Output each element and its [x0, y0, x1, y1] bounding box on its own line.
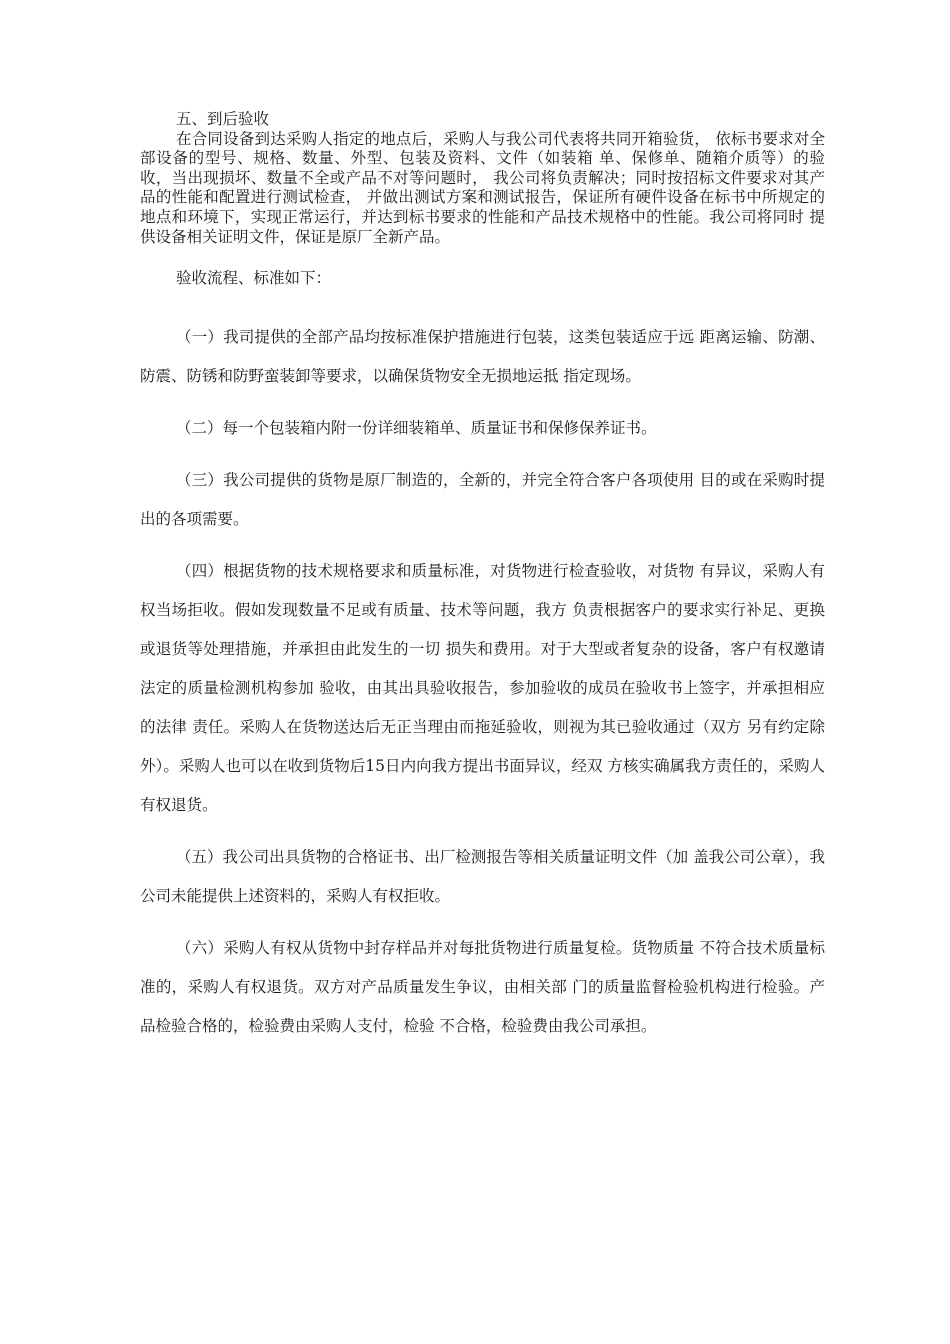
acceptance-item-4: （四）根据货物的技术规格要求和质量标准，对货物进行检查验收，对货物 有异议，采购人有权当场拒收。假如发现数量不足或有质量、技术等问题，我方 负责根据客户的要求实行补足、更换或退货等处理措施，并承担由此发生的一切 损失和费用。对于大型或者复杂的设备，客户有权邀请法定的质量检测机构参加 验收，由其出具验收报告，参加验收的成员在验收书上签字，并承担相应的法律 责任。采购人在货物送达后无正当理由而拖延验收，则视为其已验收通过（双方 另有约定除外）。采购人也可以在收到货物后15日内向我方提出书面异议，经双 方核实确属我方责任的，采购人有权退货。 [140, 562, 825, 814]
acceptance-item-6: （六）采购人有权从货物中封存样品并对每批货物进行质量复检。货物质量 不符合技术质量标准的，采购人有权退货。双方对产品质量发生争议，由相关部 门的质量监督检验机构进行检验。产品检验合格的，检验费由采购人支付，检验 不合格，检验费由我公司承担。 [140, 939, 825, 1035]
acceptance-item-2: （二）每一个包装箱内附一份详细装箱单、质量证书和保修保养证书。 [176, 419, 657, 437]
acceptance-item-3: （三）我公司提供的货物是原厂制造的，全新的，并完全符合客户各项使用 目的或在采购时提出的各项需要。 [140, 471, 825, 528]
intro-text: 验收流程、标准如下： [176, 269, 332, 287]
section-paragraph: 在合同设备到达采购人指定的地点后，采购人与我公司代表将共同开箱验货， 依标书要求对全部设备的型号、规格、数量、外型、包装及资料、文件（如装箱 单、保修单、随箱介质等）的验收，当出现损坏、数量不全或产品不对等问题时， 我公司将负责解决；同时按招标文件要求对其产品的性能和配置进行测试检查， 并做出测试方案和测试报告，保证所有硬件设备在标书中所规定的地点和环境下，实现正常运行，并达到标书要求的性能和产品技术规格中的性能。我公司将同时 提供设备相关证明文件，保证是原厂全新产品。 [140, 129, 825, 246]
acceptance-items [140, 318, 825, 1059]
section-block [140, 110, 825, 247]
acceptance-item-5: （五）我公司出具货物的合格证书、出厂检测报告等相关质量证明文件（加 盖我公司公章），我公司未能提供上述资料的，采购人有权拒收。 [140, 848, 825, 905]
section-heading: 五、到后验收 [176, 110, 270, 128]
acceptance-item-1: （一）我司提供的全部产品均按标准保护措施进行包装，这类包装适应于远 距离运输、防潮、防震、防锈和防野蛮装卸等要求，以确保货物安全无损地运抵 指定现场。 [140, 328, 825, 385]
